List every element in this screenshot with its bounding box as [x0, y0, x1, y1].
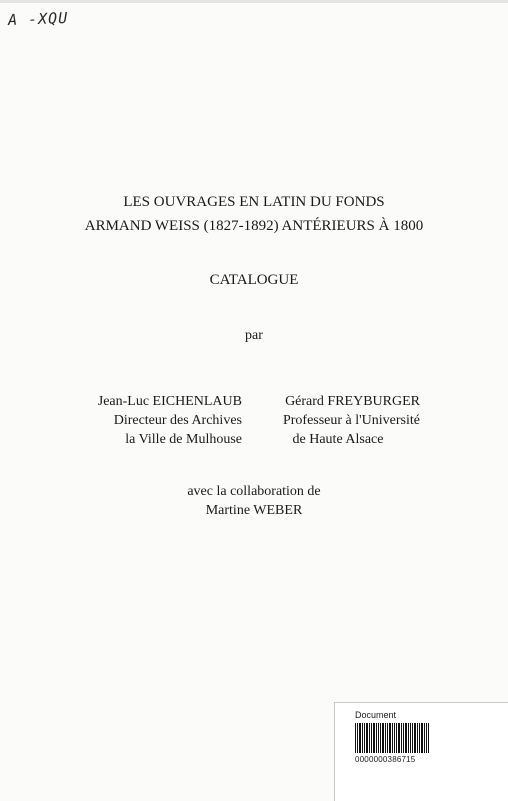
author-affiliation-line-1: Professeur à l'Université [282, 413, 420, 428]
library-barcode-label [334, 702, 508, 801]
barcode-image [355, 723, 429, 753]
author-freyburger [256, 392, 420, 449]
title-line-2: ARMAND WEISS (1827-1892) ANTÉRIEURS À 1800 [84, 218, 424, 234]
title-line-1: LES OUVRAGES EN LATIN DU FONDS [123, 194, 385, 210]
author-affiliation-line-1: Directeur des Archives [113, 413, 242, 428]
author-affiliation-line-2: de Haute Alsace [292, 432, 384, 447]
catalogue-heading: CATALOGUE [209, 272, 299, 288]
collaboration-block [0, 482, 508, 520]
author-name: Gérard FREYBURGER [285, 394, 420, 409]
page-top-edge [0, 0, 508, 3]
author-eichenlaub [60, 392, 242, 449]
title-block [0, 190, 508, 238]
label-title: Document [355, 710, 397, 720]
barcode-number: 0000000386715 [355, 755, 416, 764]
author-affiliation-line-2: la Ville de Mulhouse [125, 432, 242, 447]
by-label: par [245, 328, 263, 343]
collaboration-intro: avec la collaboration de [187, 484, 321, 499]
author-name: Jean-Luc EICHENLAUB [97, 394, 242, 409]
handwritten-shelf-mark: A -XQU [7, 8, 69, 30]
collaborator-name: Martine WEBER [205, 503, 303, 518]
